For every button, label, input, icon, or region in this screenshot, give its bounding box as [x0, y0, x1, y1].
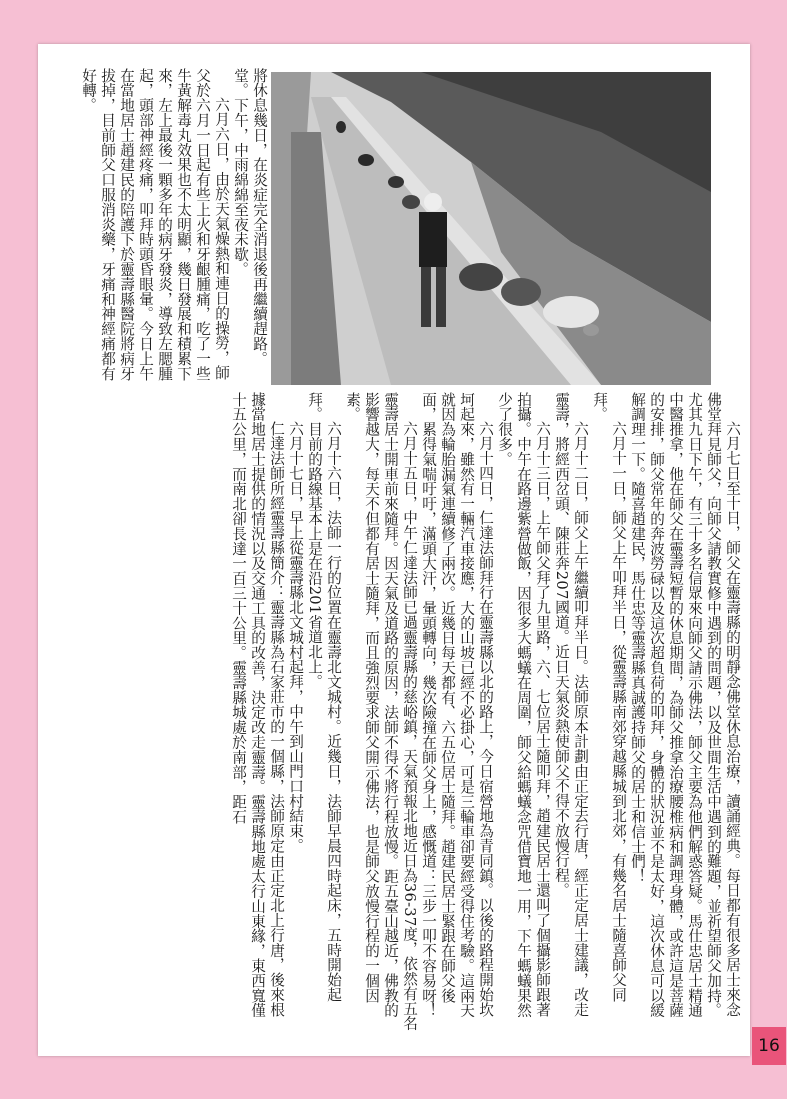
paragraph: 六月十六日，法師一行的位置在靈壽北文城村。近幾日，法師早晨四時起床，五時開始起拜。目前的路線基本上是在沿201省道北上。	[306, 392, 342, 1003]
paragraph: 將休息幾日，在炎症完全消退後再繼續趕路。	[251, 68, 268, 366]
paragraph: 六月十三日，上午師父拜了九里路，六、七位居士隨叩拜，趙建民居士還叫了個攝影師跟著拍攝。中午在路邊紫營做飯，因很多大螞蟻在周圍，師父給螞蟻念咒借寶地一用，下午螞蟻果然少了很多。	[496, 392, 551, 1018]
paragraph: 六月十二日，師父上午繼續叩拜半日。法師原本計劃由正定去行唐，經正定居士建議，改走靈壽，將經西岔頭、陳莊奔207國道。近日天氣炎熱使師父不得不放慢行程。	[553, 392, 589, 1018]
paragraph: 六月十一日，師父上午叩拜半日，從靈壽縣南郊穿越縣城到北郊，有幾名居士隨喜師父同拜。	[591, 392, 627, 1003]
text-column-top-left	[44, 68, 269, 388]
paragraph: 六月十七日，早上從靈壽縣北文城村起拜，中午到山門口村結束。	[287, 421, 304, 854]
paragraph: 六月七日至十日，師父在靈壽縣的明靜念佛堂休息治療，讀誦經典。每日都有很多居士來念佛堂拜見師父，向師父請教實修中遇到的問題，以及世間生活中遇到的難題，並祈望師父加持。尤其九日下午，有三十多名信眾來向師父請示佛法，師父主要為他們解惑答疑。馬仕忠居士精通中醫推拿，他在師父在靈壽短暫的休息期間，為師父推拿治療腰椎病和調理身體，或許這是菩薩的安排，師父常年的奔波勞碌以及這次超負荷的叩拜，身體的狀況並不是太好，這次休息可以緩解調理一下。隨喜趙建民，馬仕忠等靈壽縣真誠護持師父的居士和信士們！	[629, 392, 741, 1018]
pilgrimage-photo	[271, 72, 711, 385]
paragraph: 六月十五日，中午仁達法師已過靈壽縣的慈峪鎮，天氣預報北地近日為36-37度，依然有五名靈壽居士開車前來隨拜。因天氣及道路的原因，法師不得不將行程放慢。距五臺山越近，佛教的影響越大，每天不但都有居士隨拜，而且強烈要求師父開示佛法，也是師父放慢行程的一個因素。	[344, 392, 418, 1031]
paragraph: 仁達法師所經靈壽縣簡介：靈壽縣為石家莊市的一個縣，法師原定由正定北上行唐，後來根據當地居士提供的情況以及交通工具的改善，決定改走靈壽。靈壽縣地處太行山東緣，東西寬僅十五公里，而南北卻長達一百三十公里。靈壽縣城處於南部，距石	[230, 392, 285, 1018]
paragraph: 六月六日，由於天氣燥熱和連日的操勞，師父於六月一日起有些上火和牙齦腫痛，吃了一些牛黃解毒丸效果也不太明顯，幾日發展和積累下來，左上最後一顆多年的病牙發炎，導致左腮腫起，頭部神經疼痛，叩拜時頭昏眼暈。今日上午在當地居士趙建民的陪護下於靈壽縣醫院將病牙拔掉，目前師父口服消炎藥，牙痛和神經痛都有好轉。	[80, 68, 230, 381]
text-column-main	[44, 392, 742, 1032]
paragraph: 六月十四日，仁達法師拜行在靈壽縣以北的路上，今日宿營地為青同鎮。以後的路程開始坎坷起來，雖然有一輛汽車接應，大的山坡已經不必掛心，可是三輪車卻要經受得住考驗。這兩天就因為輪胎漏氣連續修了兩次。近幾日每天都有、六五位居士隨拜。趙建民居士緊跟在師父後面，累得氣喘吁吁，滿頭大汗，暈頭轉向，幾次險撞在師父身上，感慨道：三步一叩不容易呀！	[420, 392, 494, 1018]
page-number: 16	[752, 1027, 786, 1065]
paragraph: 堂。下午，中雨綿綿至夜未歇。	[232, 68, 249, 277]
